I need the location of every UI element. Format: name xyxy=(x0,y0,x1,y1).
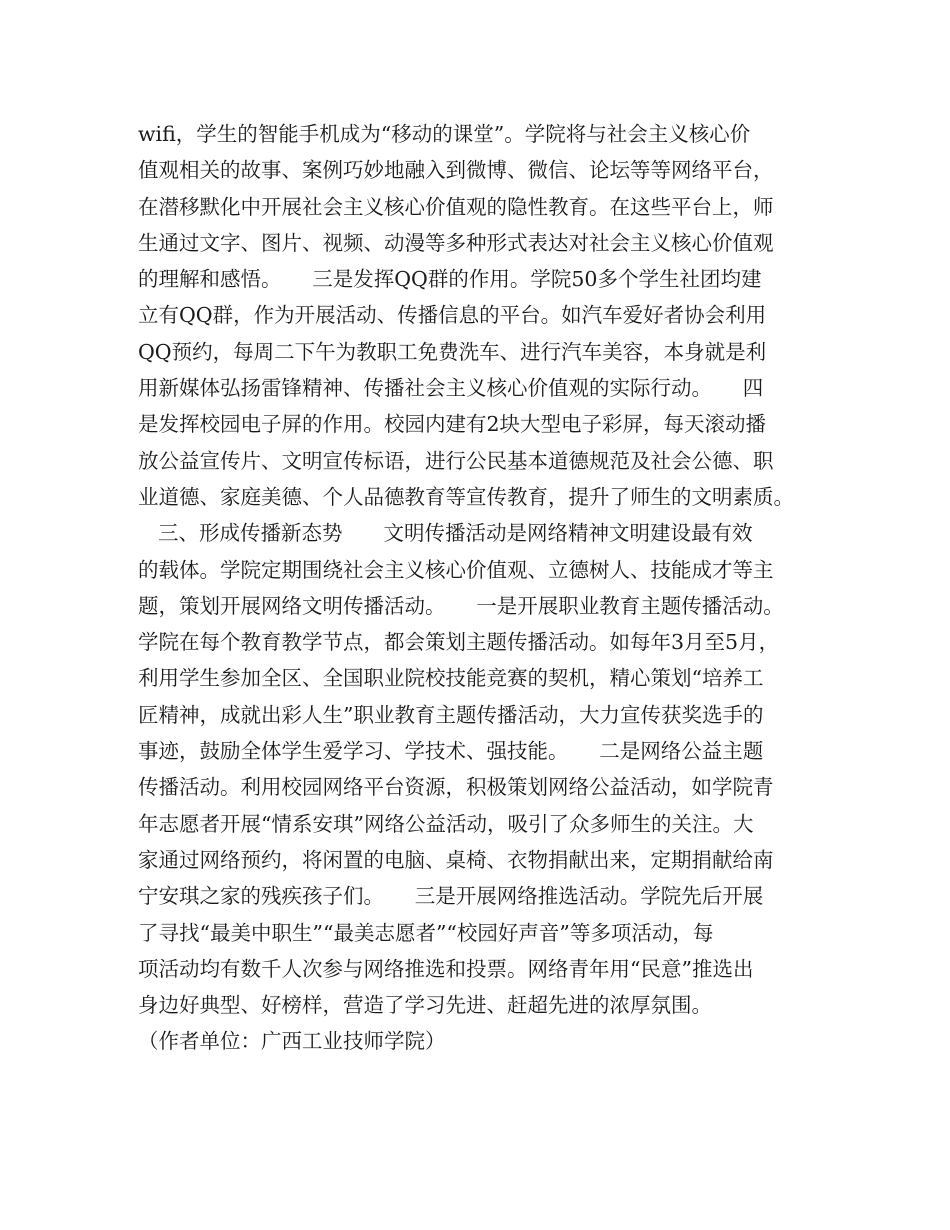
text-line: QQ预约，每周二下午为教职工免费洗车、进行汽车美容，本身就是利 xyxy=(138,339,767,364)
text-line: wifi，学生的智能手机成为“移动的课堂”。学院将与社会主义核心价 xyxy=(138,122,751,146)
text-line: 题，策划开展网络文明传播活动。 一是开展职业教育主题传播活动。 xyxy=(138,593,784,618)
text-line: 放公益宣传片、文明宣传标语，进行公民基本道德规范及社会公德、职 xyxy=(138,448,774,473)
text-line: 事迹，鼓励全体学生爱学习、学技术、强技能。 二是网络公益主题 xyxy=(138,739,764,764)
text-line: 立有QQ群，作为开展活动、传播信息的平台。如汽车爱好者协会利用 xyxy=(138,303,767,328)
text-line: 匠精神，成就出彩人生”职业教育主题传播活动，大力宣传获奖选手的 xyxy=(138,702,764,727)
text-line: 学院在每个教育教学节点，都会策划主题传播活动。如每年3月至5月， xyxy=(138,630,780,655)
text-line: 业道德、家庭美德、个人品德教育等宣传教育，提升了师生的文明素质。 xyxy=(138,484,794,509)
text-line: 值观相关的故事、案例巧妙地融入到微博、微信、论坛等等网络平台， xyxy=(138,158,774,183)
text-line: 是发挥校园电子屏的作用。校园内建有2块大型电子彩屏，每天滚动播 xyxy=(138,412,767,437)
author-affiliation: （作者单位：广西工业技师学院） xyxy=(138,1029,446,1054)
text-line: 的理解和感悟。 三是发挥QQ群的作用。学院50多个学生社团均建 xyxy=(138,267,762,292)
text-line: 利用学生参加全区、全国职业院校技能竞赛的契机，精心策划“培养工 xyxy=(138,666,764,691)
text-line: 家通过网络预约，将闲置的电脑、桌椅、衣物捐献出来，定期捐献给南 xyxy=(138,847,774,872)
section-heading-line: 三、形成传播新态势 文明传播活动是网络精神文明建设最有效 xyxy=(158,521,753,546)
article-body xyxy=(138,116,828,1060)
text-line: 项活动均有数千人次参与网络推选和投票。网络青年用“民意”推选出 xyxy=(138,956,754,981)
text-line: 宁安琪之家的残疾孩子们。 三是开展网络推选活动。学院先后开展 xyxy=(138,884,764,909)
text-line: 身边好典型、好榜样，营造了学习先进、赶超先进的浓厚氛围。 xyxy=(138,993,712,1018)
text-line: 了寻找“最美中职生”“最美志愿者”“校园好声音”等多项活动，每 xyxy=(138,920,714,945)
text-line: 生通过文字、图片、视频、动漫等多种形式表达对社会主义核心价值观 xyxy=(138,230,774,255)
text-line: 的载体。学院定期围绕社会主义核心价值观、立德树人、技能成才等主 xyxy=(138,557,774,582)
text-line: 年志愿者开展“情系安琪”网络公益活动，吸引了众多师生的关注。大 xyxy=(138,811,754,836)
text-line: 用新媒体弘扬雷锋精神、传播社会主义核心价值观的实际行动。 四 xyxy=(138,376,764,401)
text-line: 传播活动。利用校园网络平台资源，积极策划网络公益活动，如学院青 xyxy=(138,775,774,800)
text-line: 在潜移默化中开展社会主义核心价值观的隐性教育。在这些平台上，师 xyxy=(138,194,774,219)
